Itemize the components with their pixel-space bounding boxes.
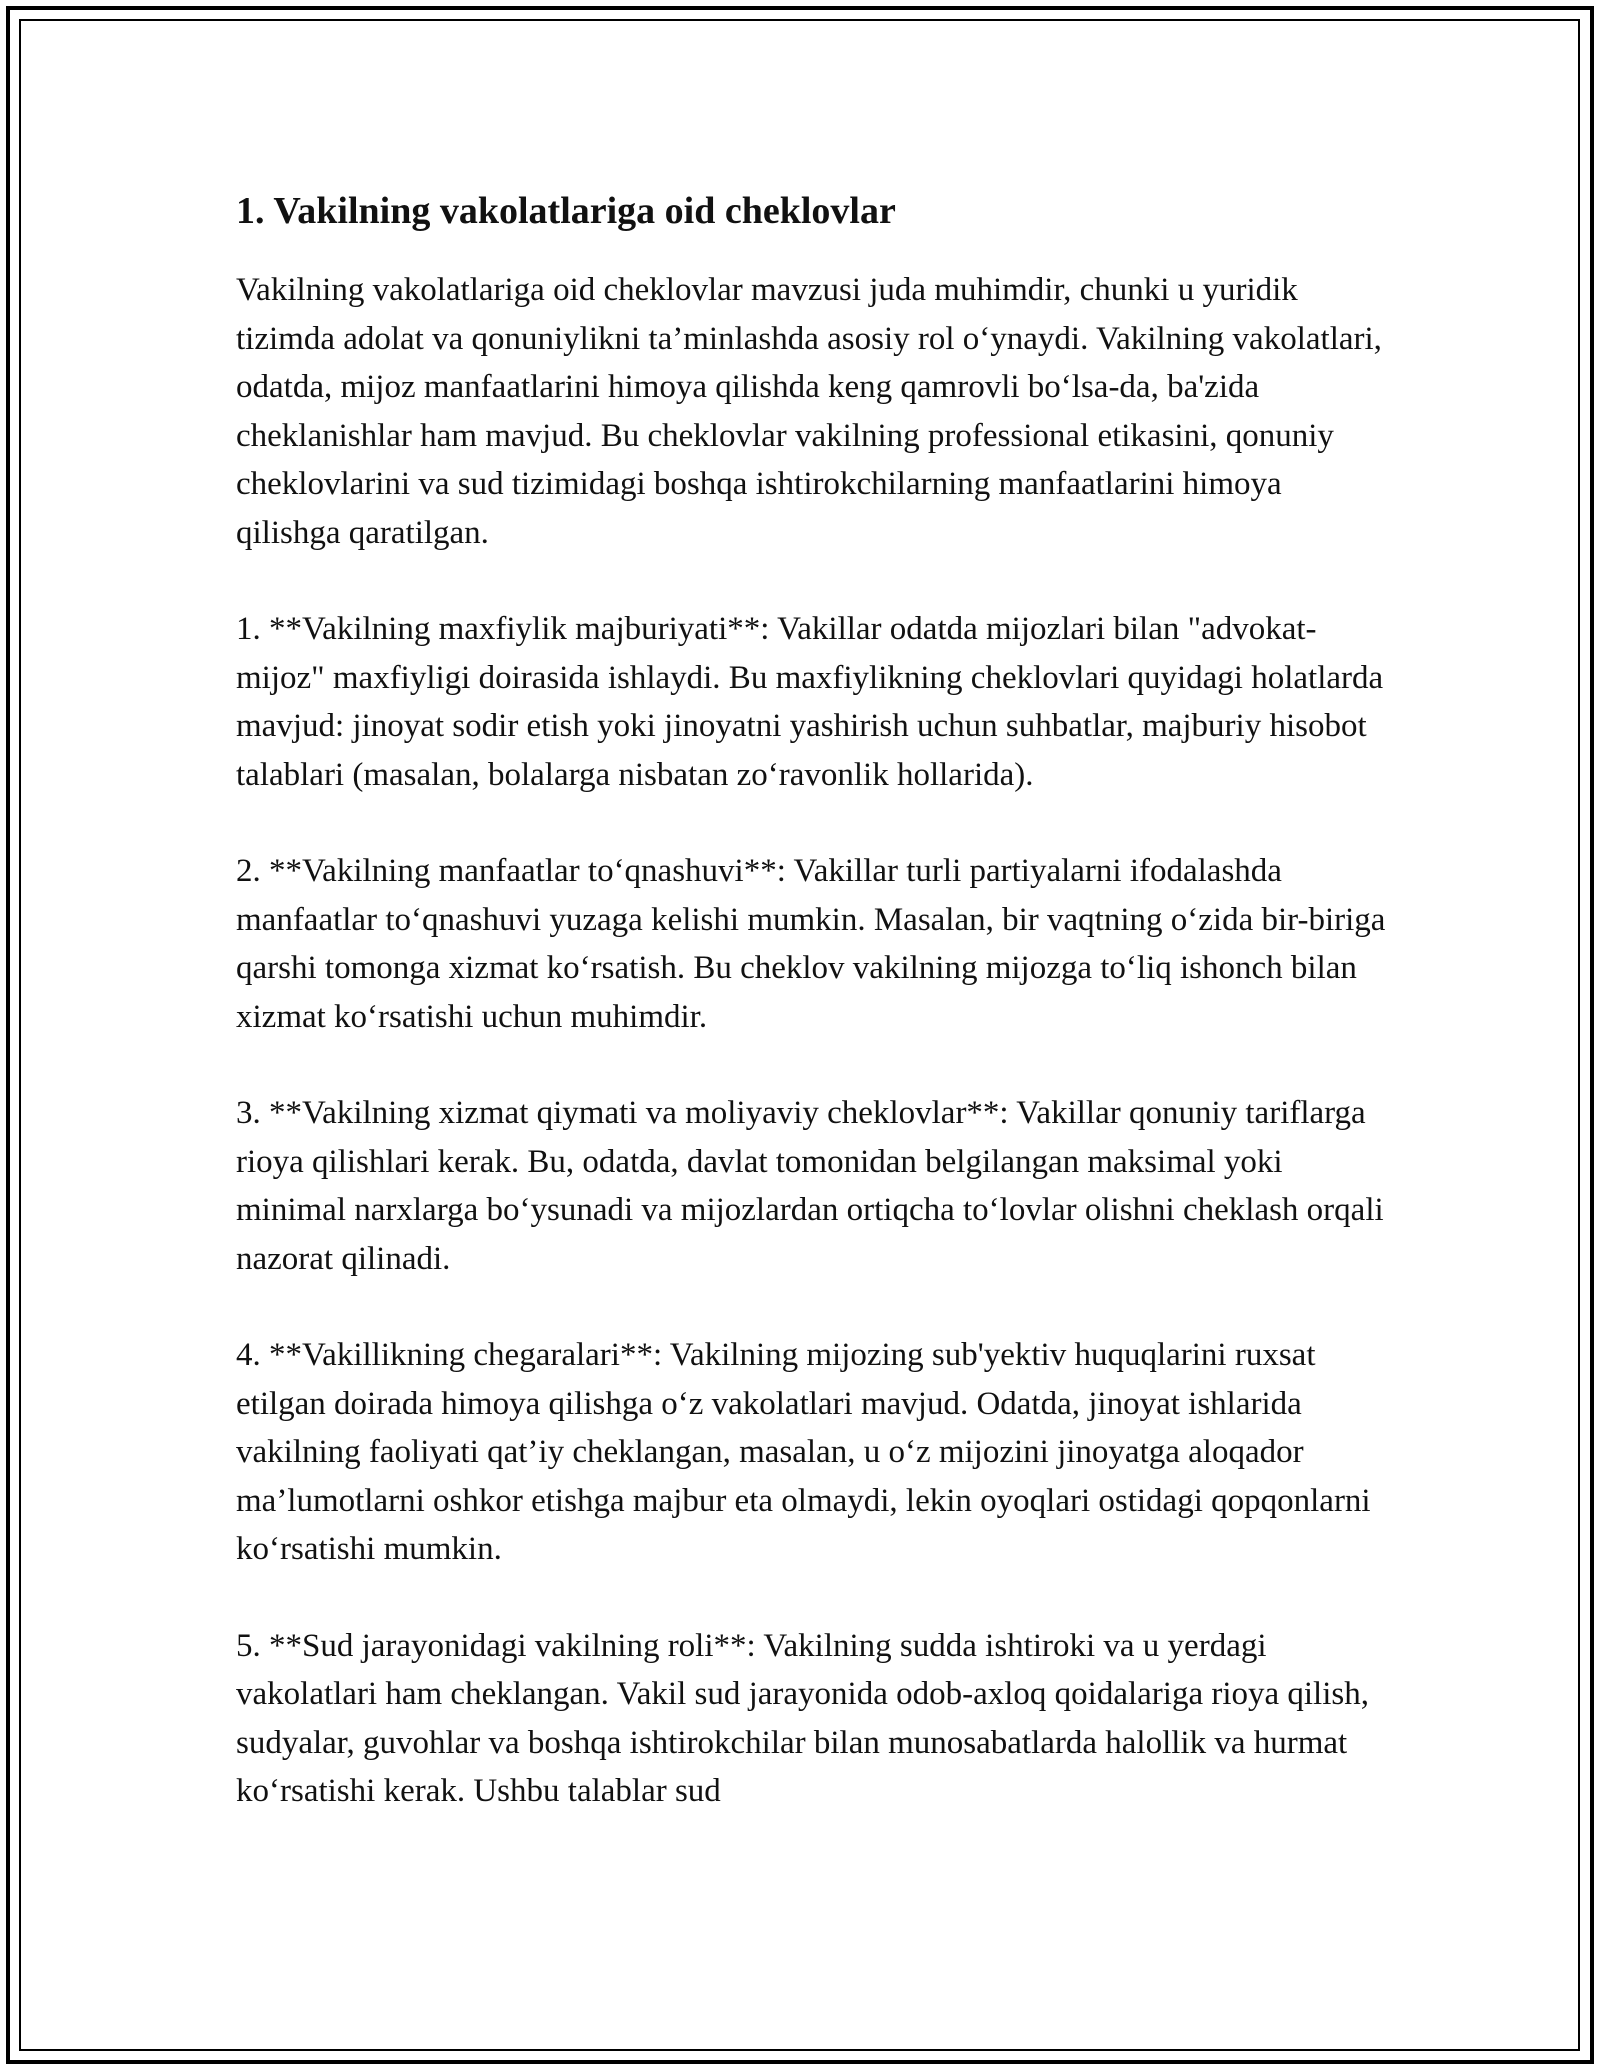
list-item-court-role: 5. **Sud jarayonidagi vakilning roli**: Vakilning sudda ishtiroki va u yerdagi vakolatlari ham cheklangan. Vakil sud jarayonida odob-axloq qoidalariga rioya qilish, sudyalar, guvohlar va boshqa ishtirokchilar bilan munosabatlarda halollik va hurmat ko‘rsatishi kerak. Ushbu talablar sud	[236, 1627, 1369, 1809]
list-item-confidentiality: 1. **Vakilning maxfiylik majburiyati**: Vakillar odatda mijozlari bilan "advokat-mijoz" maxfiyligi doirasida ishlaydi. Bu maxfiylikning cheklovlari quyidagi holatlarda mavjud: jinoyat sodir etish yoki jinoyatni yashirish uchun suhbatlar, majburiy hisobot talablari (masalan, bolalarga nisbatan zo‘ravonlik hollarida).	[236, 611, 1384, 793]
list-item-conflict-of-interest: 2. **Vakilning manfaatlar to‘qnashuvi**: Vakillar turli partiyalarni ifodalashda manfaatlar to‘qnashuvi yuzaga kelishi mumkin. Masalan, bir vaqtning o‘zida bir-biriga qarshi tomonga xizmat ko‘rsatish. Bu cheklov vakilning mijozga to‘liq ishonch bilan xizmat ko‘rsatishi uchun muhimdir.	[236, 853, 1386, 1035]
intro-paragraph: Vakilning vakolatlariga oid cheklovlar mavzusi juda muhimdir, chunki u yuridik tizimda adolat va qonuniylikni ta’minlashda asosiy rol o‘ynaydi. Vakilning vakolatlari, odatda, mijoz manfaatlarini himoya qilishda keng qamrovli bo‘lsa-da, ba'zida cheklanishlar ham mavjud. Bu cheklovlar vakilning professional etikasini, qonuniy cheklovlarini va sud tizimidagi boshqa ishtirokchilarning manfaatlarini himoya qilishga qaratilgan.	[236, 272, 1382, 551]
section-heading: 1. Vakilning vakolatlariga oid cheklovlar	[236, 190, 896, 232]
list-item-representation-limits: 4. **Vakillikning chegaralari**: Vakilning mijozing sub'yektiv huquqlarini ruxsat etilgan doirada himoya qilishga o‘z vakolatlari mavjud. Odatda, jinoyat ishlarida vakilning faoliyati qat’iy cheklangan, masalan, u o‘z mijozini jinoyatga aloqador ma’lumotlarni oshkor etishga majbur eta olmaydi, lekin oyoqlari ostidagi qopqonlarni ko‘rsatishi mumkin.	[236, 1337, 1371, 1567]
list-item-fees: 3. **Vakilning xizmat qiymati va moliyaviy cheklovlar**: Vakillar qonuniy tariflarga rioya qilishlari kerak. Bu, odatda, davlat tomonidan belgilangan maksimal yoki minimal narxlarga bo‘ysunadi va mijozlardan ortiqcha to‘lovlar olishni cheklash orqali nazorat qilinadi.	[236, 1095, 1384, 1277]
document-body	[236, 186, 1386, 1864]
